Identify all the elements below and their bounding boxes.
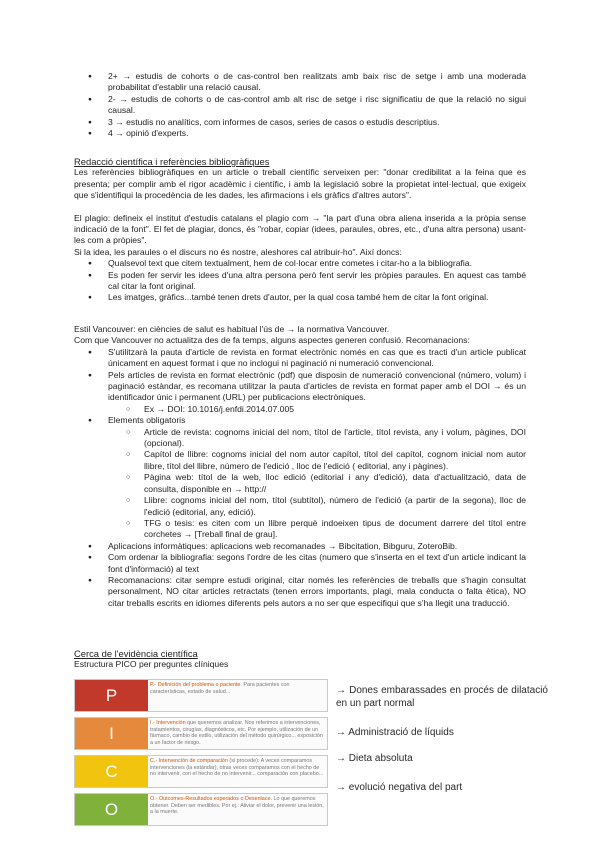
- list-item: ● Aplicacions informàtiques: aplicacions web recomanades → Bibcitation, Bibguru, ZoteroBib.: [74, 541, 526, 552]
- paragraph: Com que Vancouver no actualitza des de fa temps, alguns aspectes generen confusió. Recomanacions:: [74, 335, 470, 346]
- list-item: ● 3 → estudis no analítics, com informes de casos, series de casos o estudis descriptius.: [74, 117, 526, 128]
- paragraph: Estructura PICO per preguntes clíniques: [74, 659, 229, 670]
- paragraph: Estil Vancouver: en ciències de salut es habitual l'ús de → la normativa Vancouver.: [74, 324, 390, 334]
- section-heading: Cerca de l'evidència científica: [74, 648, 198, 659]
- list-item: ● 2+ → estudis de cohorts o de cas-control ben realitzats amb baix risc de setge i amb una moderada probabilitat d'establir una relació causal.: [74, 71, 526, 94]
- list-item-text: Pels articles de revista en format electrònic (pdf) que disposin de numeració convencional (número, volum) i paginació estàndar, es recomana utilitzar la pauta d'articles de revista en format paper amb el DOI → és un identificador únic i permanent (URL) per publicacions electròniques.: [108, 369, 526, 403]
- pico-note-c: → Dieta absoluta: [336, 753, 413, 764]
- pico-note-i: → Administració de líquids: [336, 727, 454, 738]
- evidence-search-section: [74, 648, 526, 671]
- pico-row-i: [74, 717, 328, 750]
- paragraph: El plagio: defineix el institut d'estudis catalans el plagio com → "la part d'una obra aliena inserida a la pròpia sense indicació de la font". El fet de plagiar, doncs, és "robar, copiar (idees, paraules, obres, etc., d'una altra persona) usant-les com a pròpies".: [74, 212, 526, 246]
- list-item: ● 2- → estudis de cohorts o de cas-control amb alt risc de setge i risc significatiu de que la relació no sigui causal.: [74, 94, 526, 117]
- vancouver-section: [74, 324, 526, 609]
- scientific-writing-section: [74, 156, 526, 304]
- list-item: ● Es poden fer servir les idees d'una altra persona però fent servir les pròpies paraules. En aquest cas també cal citar la font original.: [74, 270, 526, 293]
- list-item: [74, 415, 526, 540]
- pico-letter: C: [75, 756, 148, 787]
- sub-list-item: ○ Ex → DOI: 10.1016/j.enfdi.2014.07.005: [74, 404, 526, 415]
- sub-list-item: ○ Capítol de llibre: cognoms inicial del nom autor capítol, títol del capítol, cognom inicial nom autor llibre, títol del llibre, número de l'edició , lloc de l'edició ( editorial, any i pàgines).: [74, 449, 526, 472]
- list-item: [74, 370, 526, 416]
- pico-row-c: [74, 755, 328, 788]
- pico-note-p: → Dones embarassades en procés de dilatació en un part normal: [336, 685, 548, 709]
- pico-letter: P: [75, 680, 148, 711]
- pico-row-p: [74, 679, 328, 712]
- pico-description: P.- Definición del problema o paciente. Para pacientes con características, estado de salud...: [150, 682, 290, 695]
- evidence-levels-section: [74, 71, 526, 139]
- pico-table: [74, 679, 328, 831]
- list-item: ● 4 → opinió d'experts.: [74, 128, 526, 139]
- list-item: ● S'utilitzarà la pauta d'article de revista en format electrònic només en cas que es tracti d'un article publicat únicament en aquest format i que no inclogui ni paginació ni numeració convencional.: [74, 347, 526, 370]
- list-item-text: Elements obligatoris: [108, 415, 186, 426]
- sub-list-item: ○ Pàgina web: títol de la web, lloc edició (editorial i any d'edició), data d'actualització, data de consulta, disponible en → http://: [74, 472, 526, 495]
- list-item: ● Recomanacions: citar sempre estudi original, citar només les referències de treballs que s'hagin consultat personalment, NO citar articles retractats (tenen errors importants, plagi, mala conducta o falta ètica), NO citar treballs escrits en idiomes diferents pels autors a no ser que especifiqui que s'ha llegit una traducció.: [74, 575, 526, 609]
- pico-letter: O: [75, 794, 148, 825]
- paragraph: Les referències bibliogràfiques en un article o treball científic serveixen per: "donar credibilitat a la feina que es presenta; per complir amb el rigor acadèmic i científic, i amb la legislació sobre la propietat intel·lectual, que exigeix que s'identifiqui la procedència de les dades, les afirmacions i els gràfics d'altres autors".: [74, 167, 526, 201]
- list-item: ● Les imatges, gràfics...també tenen drets d'autor, per la qual cosa també hem de citar la font original.: [74, 292, 526, 303]
- sub-list-item: ○ TFG o tesis: es citen com un llibre perquè indoeixen tipus de document darrere del títol entre corchetes → [Treball final de grau].: [74, 518, 526, 541]
- pico-description: O.- Outcomes-Resultados esperados o Desenlace. Lo que queremos obtener. Deben ser medibles. Por ej.: Aliviar el dolor, prevenir una lesión, a la muerte.: [150, 796, 324, 816]
- pico-description: C.- Intervención de comparación (si procede): A veces comparamos intervenciones (la estándar), otras veces comparamos con el hecho de no intervenir, con el hecho de no intervenir... comparación con placebo...: [150, 758, 324, 778]
- pico-description: I.- Intervención que queremos analizar. Nos referimos a intervenciones, tratamientos, cirugías, diagnósticos, etc. Por ejemplo, utilización de un fármaco, cambio de estilo, utilización del método quirúrgico... exposición a un factor de riesgo.: [150, 720, 323, 746]
- paragraph: Si la idea, les paraules o el discurs no és nostre, aleshores cal atribuir-ho". Així doncs:: [74, 246, 402, 257]
- pico-letter: I: [75, 718, 148, 749]
- sub-list-item: ○ Article de revista: cognoms inicial del nom, títol de l'article, títol revista, any i volum, pàgines, DOI (opcional).: [74, 427, 526, 450]
- pico-note-o: → evolució negativa del part: [336, 782, 463, 793]
- list-item: ● Qualsevol text que citem textualment, hem de col·locar entre cometes i citar-ho a la bibliografia.: [74, 258, 526, 269]
- pico-row-o: [74, 793, 328, 826]
- list-item: ● Com ordenar la bibliografia: segons l'ordre de les citas (numero que s'inserta en el text d'un article indicant la font d'informació) al text: [74, 552, 526, 575]
- sub-list-item: ○ Llibre: cognoms inicial del nom, títol (subtítol), número de l'edició (a partir de la segona), lloc de l'edició (editorial, any, edició).: [74, 495, 526, 518]
- section-heading: Redacció científica i referències bibliogràfiques: [74, 156, 270, 167]
